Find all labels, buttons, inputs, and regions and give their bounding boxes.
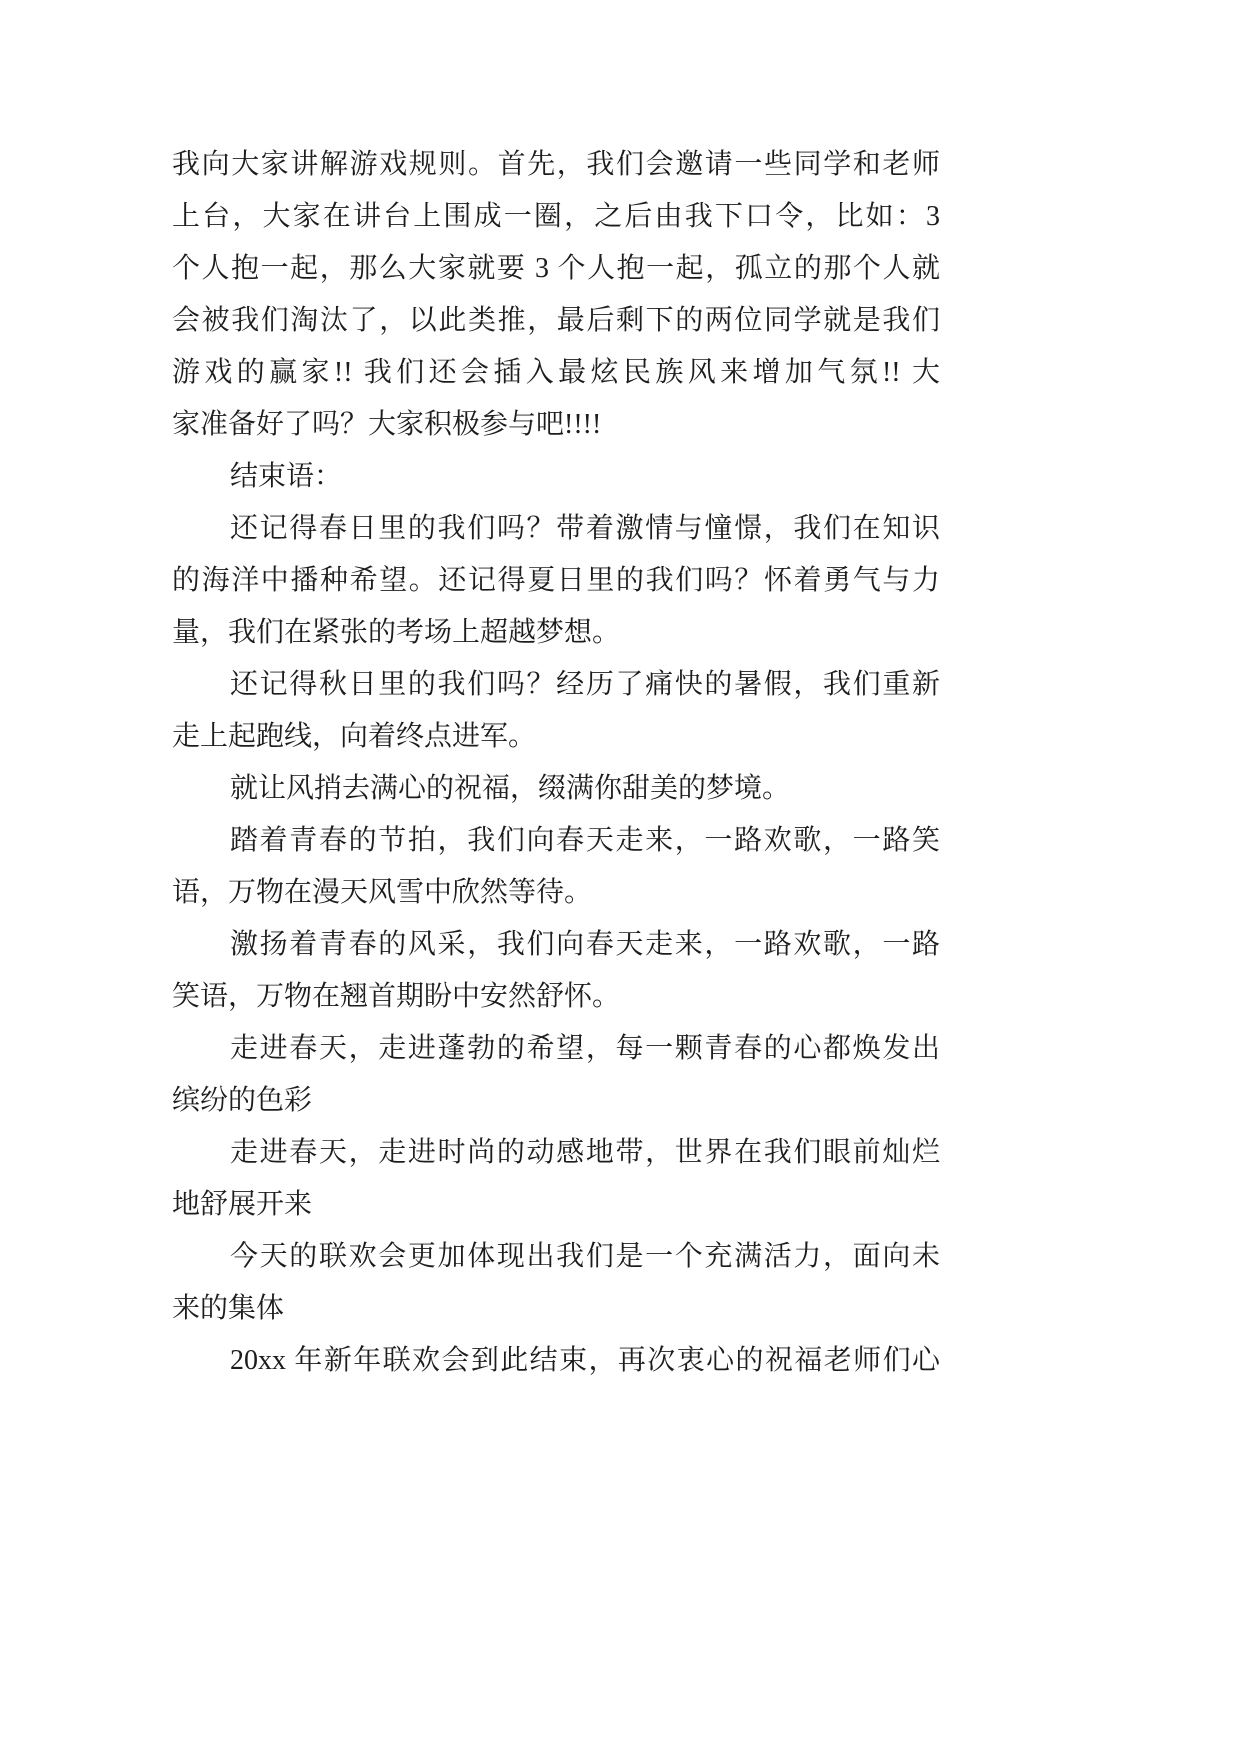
text-line: 游戏的赢家!! 我们还会插入最炫民族风来增加气氛!! 大 [172, 357, 940, 388]
text-line: 笑语，万物在翘首期盼中安然舒怀。 [172, 981, 621, 1012]
text-line: 踏着青春的节拍，我们向春天走来，一路欢歌，一路笑 [230, 825, 940, 856]
text-line: 走进春天，走进蓬勃的希望，每一颗青春的心都焕发出 [230, 1033, 940, 1064]
text-line: 地舒展开来 [172, 1189, 313, 1220]
body-text [172, 139, 940, 1387]
text-line: 今天的联欢会更加体现出我们是一个充满活力，面向未 [230, 1241, 940, 1272]
text-line: 缤纷的色彩 [172, 1085, 313, 1116]
paragraph [172, 659, 940, 763]
text-line: 个人抱一起，那么大家就要 3 个人抱一起，孤立的那个人就 [172, 253, 940, 284]
text-line: 激扬着青春的风采，我们向春天走来，一路欢歌，一路 [230, 929, 940, 960]
text-line: 走进春天，走进时尚的动感地带，世界在我们眼前灿烂 [230, 1137, 940, 1168]
text-line: 走上起跑线，向着终点进军。 [172, 721, 537, 752]
paragraph [172, 815, 940, 919]
text-line: 还记得春日里的我们吗？带着激情与憧憬，我们在知识 [230, 513, 940, 544]
text-line: 的海洋中播种希望。还记得夏日里的我们吗？怀着勇气与力 [172, 565, 940, 596]
paragraph-game-rules [172, 139, 940, 451]
text-line: 来的集体 [172, 1293, 285, 1324]
text-line: 20xx 年新年联欢会到此结束，再次衷心的祝福老师们心 [230, 1345, 940, 1376]
section-heading-closing [172, 451, 940, 503]
text-line: 家准备好了吗？大家积极参与吧!!!! [172, 409, 602, 440]
text-line: 上台，大家在讲台上围成一圈，之后由我下口令，比如：3 [172, 201, 940, 232]
paragraph [172, 1023, 940, 1127]
text-line: 会被我们淘汰了，以此类推，最后剩下的两位同学就是我们 [172, 305, 940, 336]
text-line: 量，我们在紧张的考场上超越梦想。 [172, 617, 621, 648]
section-heading: 结束语： [230, 461, 343, 492]
paragraph [172, 1335, 940, 1387]
paragraph [172, 503, 940, 659]
paragraph [172, 1231, 940, 1335]
text-line: 就让风捎去满心的祝福，缀满你甜美的梦境。 [230, 773, 791, 804]
paragraph [172, 1127, 940, 1231]
text-line: 还记得秋日里的我们吗？经历了痛快的暑假，我们重新 [230, 669, 940, 700]
paragraph [172, 763, 940, 815]
text-line: 语，万物在漫天风雪中欣然等待。 [172, 877, 593, 908]
paragraph [172, 919, 940, 1023]
text-line: 我向大家讲解游戏规则。首先，我们会邀请一些同学和老师 [172, 149, 940, 180]
